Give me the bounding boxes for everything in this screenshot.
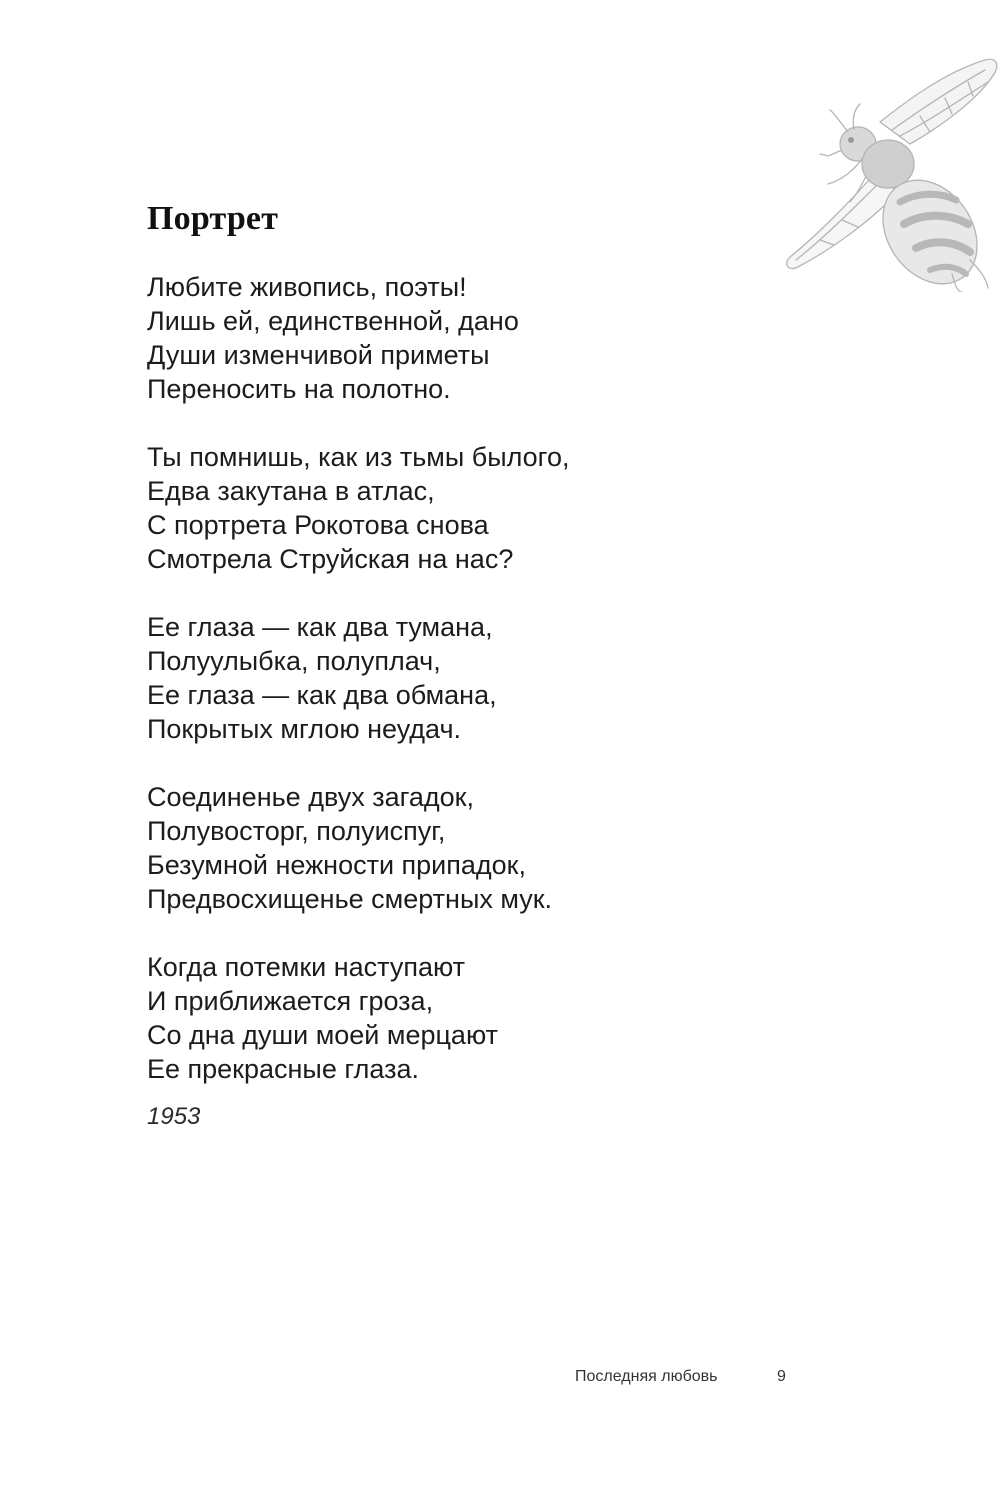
poem-line: Покрытых мглою неудач.	[147, 714, 462, 744]
poem-line: Когда потемки наступают	[147, 952, 465, 982]
poem-line: И приближается гроза,	[147, 986, 434, 1016]
poem-line: С портрета Рокотова снова	[147, 510, 489, 540]
poem-line: Ее глаза — как два обмана,	[147, 680, 497, 710]
poem-line: Лишь ей, единственной, дано	[147, 306, 519, 336]
stanza-1	[147, 270, 767, 406]
stanza-2	[147, 440, 767, 576]
poem-year: 1953	[147, 1103, 201, 1130]
stanza-3	[147, 610, 767, 746]
poem-body	[147, 270, 767, 1120]
poem-line: Смотрела Струйская на нас?	[147, 544, 514, 574]
poem-line: Едва закутана в атлас,	[147, 476, 435, 506]
poem-line: Предвосхищенье смертных мук.	[147, 884, 553, 914]
page-number: 9	[777, 1368, 786, 1385]
poem-line: Ты помнишь, как из тьмы былого,	[147, 442, 570, 472]
running-footer-title: Последняя любовь	[575, 1368, 718, 1385]
poem-line: Ее глаза — как два тумана,	[147, 612, 493, 642]
poem-line: Любите живопись, поэты!	[147, 272, 467, 302]
poem-line: Ее прекрасные глаза.	[147, 1054, 419, 1084]
poem-line: Соединенье двух загадок,	[147, 782, 474, 812]
poem-line: Полувосторг, полуиспуг,	[147, 816, 446, 846]
bee-illustration-icon	[780, 52, 1000, 292]
poem-line: Безумной нежности припадок,	[147, 850, 526, 880]
poem-line: Переносить на полотно.	[147, 374, 451, 404]
stanza-4	[147, 780, 767, 916]
poem-title: Портрет	[147, 200, 279, 237]
poem-line: Полуулыбка, полуплач,	[147, 646, 441, 676]
poem-line: Души изменчивой приметы	[147, 340, 490, 370]
stanza-5	[147, 950, 767, 1086]
poem-line: Со дна души моей мерцают	[147, 1020, 498, 1050]
